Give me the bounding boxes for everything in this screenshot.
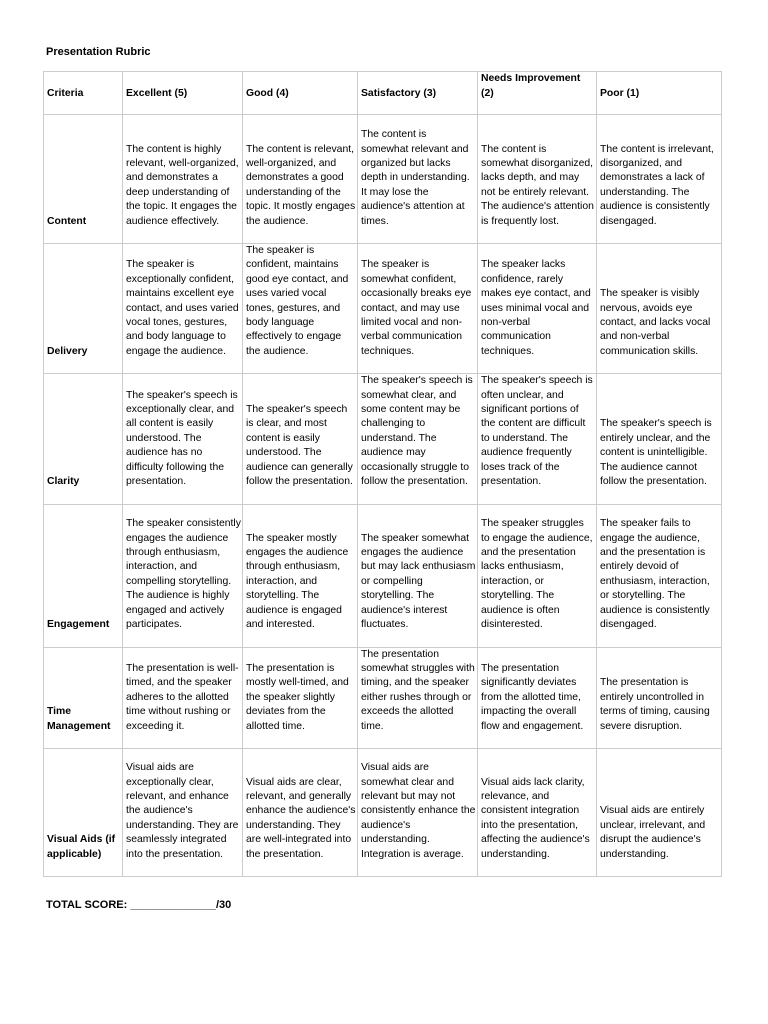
- row-delivery: [44, 244, 722, 374]
- cell-engagement-good: The speaker mostly engages the audience through enthusiasm, interaction, and storytelling. The audience is engaged and interested.: [243, 504, 358, 647]
- cell-clarity-poor: The speaker's speech is entirely unclear, and the content is unintelligible. The audience cannot follow the presentation.: [597, 374, 722, 504]
- header-satisfactory: Satisfactory (3): [358, 72, 478, 115]
- criterion-visual-aids: Visual Aids (if applicable): [44, 748, 123, 876]
- cell-visual-needs-improvement: Visual aids lack clarity, relevance, and consistent integration into the presentation, affecting the audience's understanding.: [478, 748, 597, 876]
- cell-delivery-satisfactory: The speaker is somewhat confident, occasionally breaks eye contact, and may use limited vocal and non-verbal communication techniques.: [358, 244, 478, 374]
- header-row: [44, 72, 722, 115]
- document-title: Presentation Rubric: [46, 46, 151, 58]
- row-time-management: [44, 647, 722, 748]
- header-criteria: Criteria: [44, 72, 123, 115]
- cell-time-excellent: The presentation is well-timed, and the speaker adheres to the allotted time without rushing or exceeding it.: [123, 647, 243, 748]
- total-score: TOTAL SCORE: ______________/30: [46, 899, 232, 911]
- cell-content-excellent: The content is highly relevant, well-organized, and demonstrates a deep understanding of the topic. It engages the audience effectively.: [123, 115, 243, 244]
- cell-clarity-excellent: The speaker's speech is exceptionally clear, and all content is easily understood. The audience has no difficulty following the presentation.: [123, 374, 243, 504]
- criterion-time-management: Time Management: [44, 647, 123, 748]
- cell-clarity-satisfactory: The speaker's speech is somewhat clear, and some content may be challenging to understand. The audience may occasionally struggle to follow the presentation.: [358, 374, 478, 504]
- header-excellent: Excellent (5): [123, 72, 243, 115]
- header-needs-improvement: Needs Improvement (2): [478, 72, 597, 115]
- cell-engagement-needs-improvement: The speaker struggles to engage the audience, and the presentation lacks enthusiasm, interaction, or storytelling. The audience is often disinterested.: [478, 504, 597, 647]
- cell-content-poor: The content is irrelevant, disorganized, and demonstrates a lack of understanding. The audience is consistently disengaged.: [597, 115, 722, 244]
- cell-delivery-poor: The speaker is visibly nervous, avoids eye contact, and lacks vocal and non-verbal communication skills.: [597, 244, 722, 374]
- cell-clarity-good: The speaker's speech is clear, and most content is easily understood. The audience can generally follow the presentation.: [243, 374, 358, 504]
- cell-engagement-excellent: The speaker consistently engages the audience through enthusiasm, interaction, and compelling storytelling. The audience is highly engaged and actively participates.: [123, 504, 243, 647]
- criterion-delivery: Delivery: [44, 244, 123, 374]
- cell-delivery-excellent: The speaker is exceptionally confident, maintains excellent eye contact, and uses varied vocal tones, gestures, and body language to engage the audience.: [123, 244, 243, 374]
- cell-visual-good: Visual aids are clear, relevant, and generally enhance the audience's understanding. They are well-integrated into the presentation.: [243, 748, 358, 876]
- cell-clarity-needs-improvement: The speaker's speech is often unclear, and significant portions of the content are difficult to understand. The audience frequently loses track of the presentation.: [478, 374, 597, 504]
- cell-delivery-needs-improvement: The speaker lacks confidence, rarely makes eye contact, and uses minimal vocal and non-verbal communication techniques.: [478, 244, 597, 374]
- cell-engagement-satisfactory: The speaker somewhat engages the audience but may lack enthusiasm or compelling storytelling. The audience's interest fluctuates.: [358, 504, 478, 647]
- cell-time-poor: The presentation is entirely uncontrolled in terms of timing, causing severe disruption.: [597, 647, 722, 748]
- cell-visual-poor: Visual aids are entirely unclear, irrelevant, and disrupt the audience's understanding.: [597, 748, 722, 876]
- cell-content-needs-improvement: The content is somewhat disorganized, lacks depth, and may not be entirely relevant. The audience's attention is frequently lost.: [478, 115, 597, 244]
- cell-delivery-good: The speaker is confident, maintains good eye contact, and uses varied vocal tones, gestures, and body language effectively to engage the audience.: [243, 244, 358, 374]
- header-good: Good (4): [243, 72, 358, 115]
- cell-visual-satisfactory: Visual aids are somewhat clear and relevant but may not consistently enhance the audience's understanding. Integration is average.: [358, 748, 478, 876]
- cell-time-satisfactory: The presentation somewhat struggles with timing, and the speaker either rushes through or exceeds the allotted time.: [358, 647, 478, 748]
- row-content: [44, 115, 722, 244]
- row-clarity: [44, 374, 722, 504]
- cell-engagement-poor: The speaker fails to engage the audience, and the presentation is entirely devoid of enthusiasm, interaction, or storytelling. The audience is consistently disengaged.: [597, 504, 722, 647]
- rubric-table: [43, 71, 722, 877]
- criterion-clarity: Clarity: [44, 374, 123, 504]
- cell-visual-excellent: Visual aids are exceptionally clear, relevant, and enhance the audience's understanding. They are seamlessly integrated into the presentation.: [123, 748, 243, 876]
- criterion-content: Content: [44, 115, 123, 244]
- cell-time-needs-improvement: The presentation significantly deviates from the allotted time, impacting the overall flow and engagement.: [478, 647, 597, 748]
- criterion-engagement: Engagement: [44, 504, 123, 647]
- row-visual-aids: [44, 748, 722, 876]
- cell-content-good: The content is relevant, well-organized, and demonstrates a good understanding of the topic. It mostly engages the audience.: [243, 115, 358, 244]
- cell-time-good: The presentation is mostly well-timed, and the speaker slightly deviates from the allotted time.: [243, 647, 358, 748]
- cell-content-satisfactory: The content is somewhat relevant and organized but lacks depth in understanding. It may lose the audience's attention at times.: [358, 115, 478, 244]
- header-poor: Poor (1): [597, 72, 722, 115]
- row-engagement: [44, 504, 722, 647]
